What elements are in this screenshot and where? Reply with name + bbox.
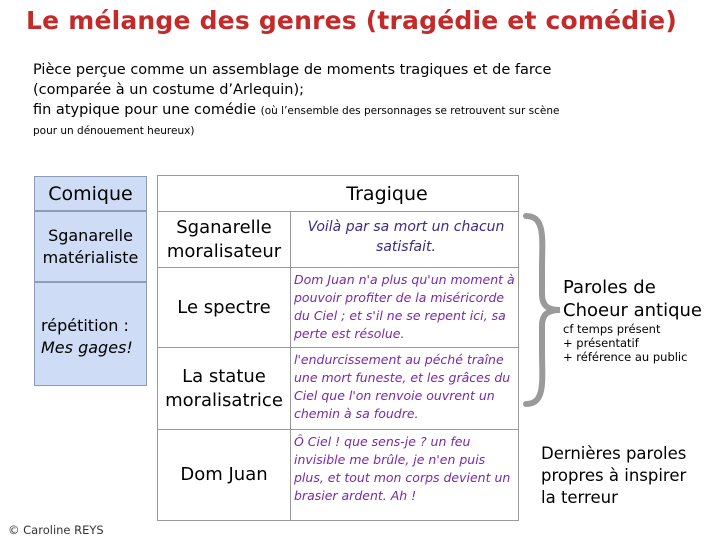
copyright: © Caroline REYS — [8, 523, 104, 537]
row-label — [158, 430, 291, 520]
intro-line-1: Pièce perçue comme un assemblage de moments tragiques et de farce — [33, 62, 552, 78]
curly-brace-icon — [520, 210, 564, 410]
comique-cell-1-line-1: Sganarelle — [48, 225, 133, 245]
table-row — [158, 268, 518, 348]
chorus-line-2: Choeur antique — [563, 300, 702, 321]
chorus-note-2: + présentatif — [563, 336, 639, 350]
row-quote: Voilà par sa mort un chacun satisfait. — [307, 219, 505, 255]
comique-cell-2-line-2: Mes gages! — [41, 338, 133, 357]
row-quote: Ô Ciel ! que sens-je ? un feu invisible me brûle, je n'en puis plus, et tout mon corps devient un brasier ardent. Ah ! — [294, 434, 511, 503]
row-label-line-1: Le spectre — [177, 296, 271, 318]
row-label — [158, 268, 291, 347]
row-label-line-2: moralisatrice — [165, 389, 283, 411]
table-row — [158, 348, 518, 430]
chorus-note-1: cf temps présent — [563, 322, 661, 336]
comique-cell-sganarelle — [34, 211, 147, 282]
table-row — [158, 430, 518, 520]
comique-cell-1-line-2: matérialiste — [42, 247, 139, 267]
row-label — [158, 348, 291, 429]
tragique-table — [157, 175, 519, 521]
row-label-line-2: moralisateur — [166, 240, 282, 262]
comique-cell-repetition — [34, 282, 147, 386]
row-label-line-1: La statue — [182, 365, 266, 387]
comique-header: Comique — [34, 176, 147, 211]
intro-line-3-main: fin atypique pour une comédie — [33, 102, 257, 118]
intro-line-2: (comparée à un costume d’Arlequin); — [33, 82, 305, 98]
row-quote: Dom Juan n'a plus qu'un moment à pouvoir profiter de la miséricorde du Ciel ; et s'il ne se repent ici, sa perte est résolue. — [294, 272, 515, 341]
slide-title: Le mélange des genres (tragédie et comédie) — [26, 6, 677, 35]
chorus-note-3: + référence au public — [563, 350, 688, 364]
row-quote: l'endurcissement au péché traîne une mort funeste, et les grâces du Ciel que l'on renvoie ouvrent un chemin à sa foudre. — [294, 352, 511, 421]
chorus-line-1: Paroles de — [563, 277, 656, 298]
last-words-line-3: la terreur — [541, 488, 618, 507]
row-label-line-1: Sganarelle — [176, 216, 272, 238]
row-label-line-1: Dom Juan — [180, 464, 268, 485]
row-label — [158, 212, 291, 267]
tragique-header: Tragique — [158, 176, 518, 212]
table-row — [158, 212, 518, 268]
intro-line-4: pour un dénouement heureux) — [33, 125, 195, 137]
intro-text — [33, 60, 713, 141]
intro-line-3 — [33, 100, 713, 121]
last-words-line-2: propres à inspirer — [541, 466, 687, 485]
chorus-annotation — [563, 276, 728, 364]
comique-cell-2-line-1: répétition : — [41, 316, 129, 335]
last-words-line-1: Dernières paroles — [541, 444, 687, 463]
intro-line-3-note: (où l’ensemble des personnages se retrouvent sur scène — [260, 105, 560, 117]
last-words-annotation — [541, 443, 721, 509]
